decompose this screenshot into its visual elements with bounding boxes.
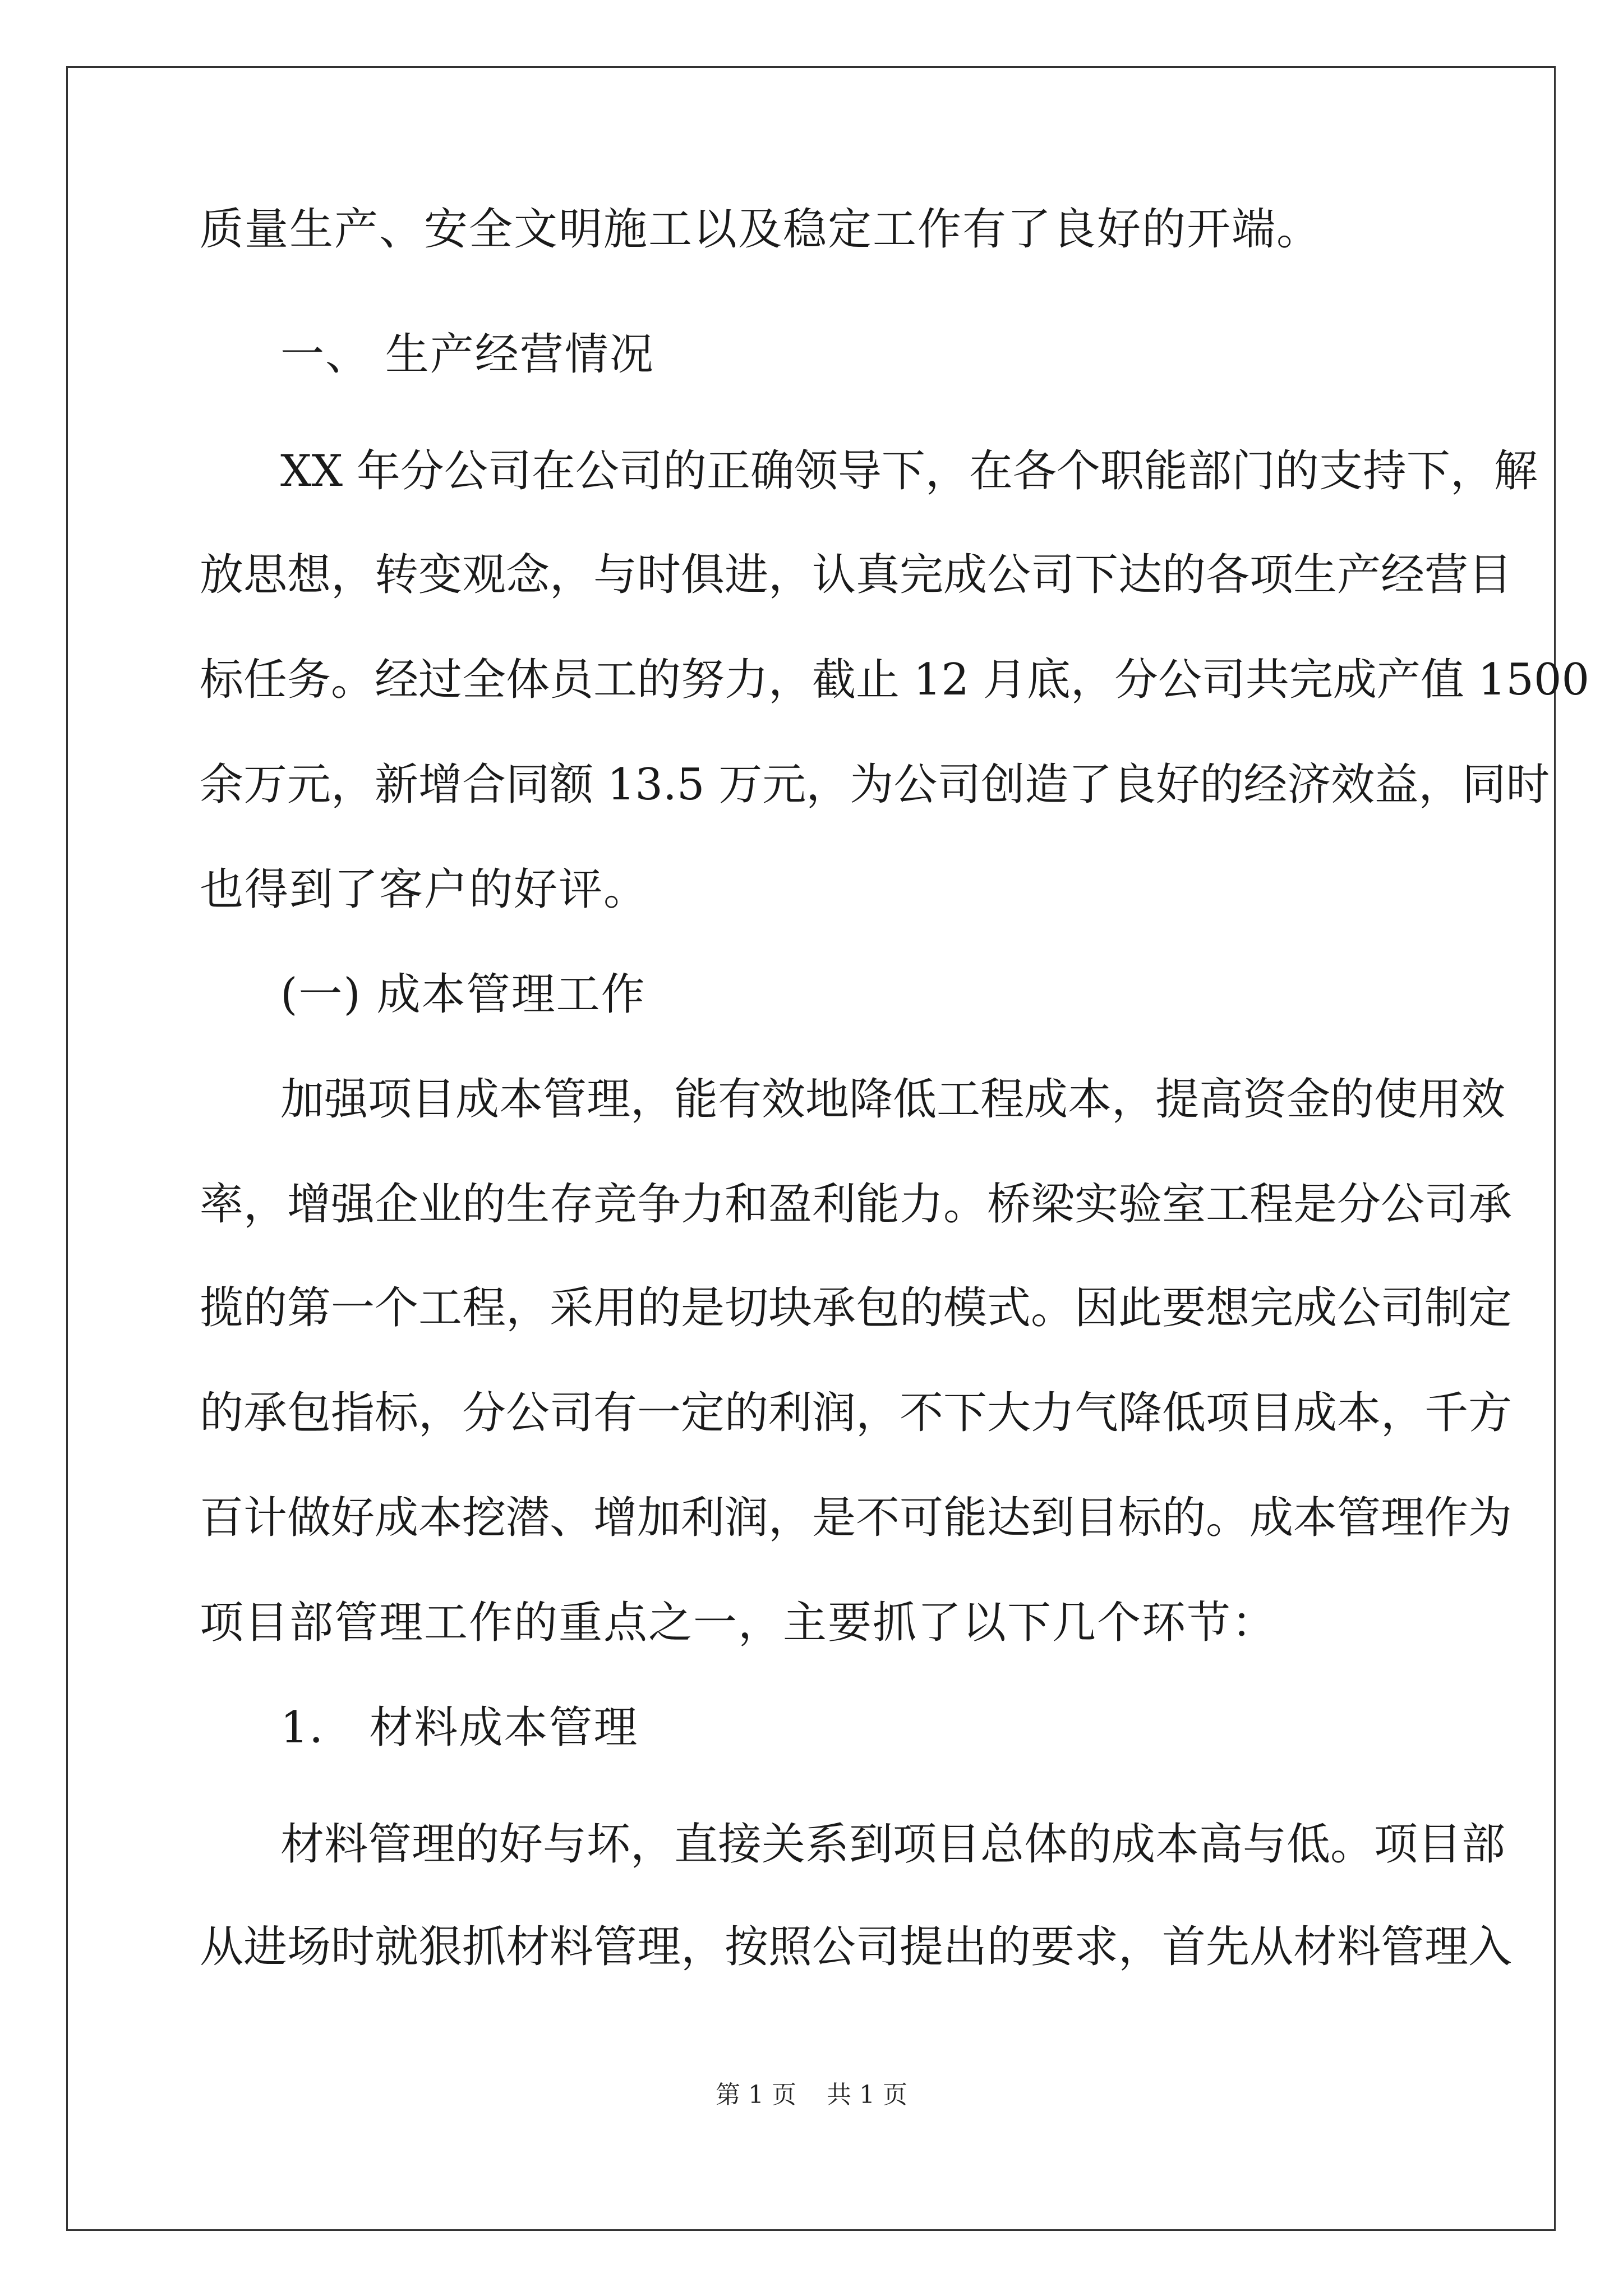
paragraph-line: 材料管理的好与坏，直接关系到项目总体的成本高与低。项目部: [280, 1819, 1506, 1870]
section-heading: 一、 生产经营情况: [280, 329, 654, 380]
paragraph-line: 项目部管理工作的重点之一，主要抓了以下几个环节：: [200, 1598, 1277, 1648]
paragraph-line: 放思想，转变观念，与时俱进，认真完成公司下达的各项生产经营目: [200, 550, 1513, 600]
paragraph-line: 的承包指标，分公司有一定的利润，不下大力气降低项目成本，千方: [200, 1388, 1513, 1438]
page-number: 第 1 页: [716, 2081, 796, 2109]
paragraph-line: 率，增强企业的生存竞争力和盈利能力。桥梁实验室工程是分公司承: [200, 1179, 1513, 1230]
paragraph-line: 也得到了客户的好评。: [200, 864, 649, 915]
page-border: [66, 66, 1590, 2231]
page-count: 共 1 页: [827, 2081, 907, 2109]
paragraph-line: 揽的第一个工程，采用的是切块承包的模式。因此要想完成公司制定: [200, 1283, 1513, 1333]
subsection-heading: (一) 成本管理工作: [280, 969, 646, 1020]
paragraph-line: 加强项目成本管理，能有效地降低工程成本，提高资金的使用效: [280, 1074, 1506, 1125]
paragraph-line: 从进场时就狠抓材料管理，按照公司提出的要求，首先从材料管理入: [200, 1922, 1513, 1972]
paragraph-line: 标任务。经过全体员工的努力，截止 12 月底，分公司共完成产值 1500: [200, 655, 1590, 705]
page-footer: [0, 2078, 1623, 2112]
paragraph-line: 百计做好成本挖潜、增加利润，是不可能达到目标的。成本管理作为: [200, 1493, 1513, 1543]
paragraph-line: XX 年分公司在公司的正确领导下，在各个职能部门的支持下，解: [280, 446, 1538, 496]
paragraph-line: 质量生产、安全文明施工以及稳定工作有了良好的开端。: [200, 204, 1322, 255]
item-heading: 1． 材料成本管理: [280, 1703, 639, 1753]
paragraph-line: 余万元，新增合同额 13.5 万元，为公司创造了良好的经济效益，同时: [200, 760, 1550, 810]
